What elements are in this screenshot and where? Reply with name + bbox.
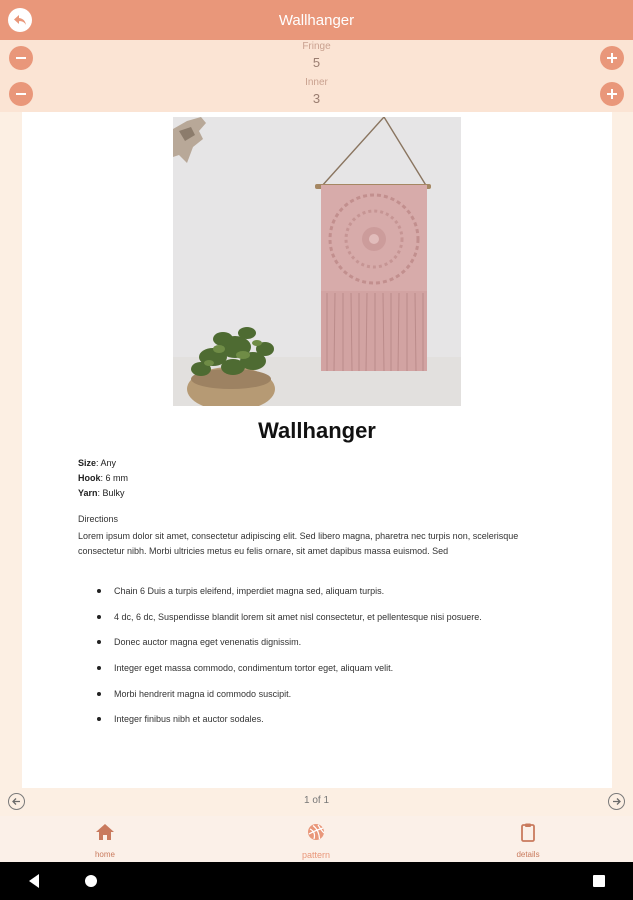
system-back-icon[interactable] [27,873,41,889]
arrow-right-icon [611,796,622,807]
bottom-navigation [0,816,633,862]
spec-key: Yarn [78,488,98,498]
counter-label: Inner [305,77,328,88]
spec-yarn: Yarn: Bulky [78,488,125,498]
directions-heading: Directions [78,514,119,524]
system-home-icon[interactable] [84,873,98,889]
counter-fringe [0,40,633,76]
inner-increment-button[interactable] [600,82,624,106]
next-page-button[interactable] [608,793,625,810]
spec-value: Bulky [100,488,125,498]
counter-inner [0,76,633,112]
plus-icon [606,52,618,64]
back-button[interactable] [8,8,32,32]
list-item: Integer eget massa commodo, condimentum tortor eget, aliquam velit. [114,663,394,673]
spec-size: Size: Any [78,458,117,468]
nav-pattern-label: pattern [301,850,331,860]
spec-value: 6 mm [103,473,129,483]
pattern-title: Wallhanger [258,418,376,443]
counter-label: Fringe [302,41,331,52]
pattern-photo [173,117,461,406]
list-item: 4 dc, 6 dc, Suspendisse blandit lorem sit amet nisl consectetur, et pellentesque nisi posuere. [114,612,482,622]
fringe-increment-button[interactable] [600,46,624,70]
page-indicator: 1 of 1 [303,795,330,806]
back-arrow-icon [12,12,28,28]
spec-key: Hook [78,473,101,483]
nav-details[interactable] [488,822,568,859]
yarn-ball-icon [306,822,326,842]
home-icon [95,822,115,842]
nav-home-label: home [94,850,115,859]
row-counters [0,40,633,112]
nav-pattern[interactable] [276,822,356,860]
list-item: Chain 6 Duis a turpis eleifend, imperdiet magna sed, aliquam turpis. [114,586,385,596]
spec-value: Any [98,458,117,468]
app-bar [0,0,633,40]
list-item: Morbi hendrerit magna id commodo suscipit. [114,689,292,699]
pager [0,788,633,816]
plus-icon [606,88,618,100]
counter-value: 5 [312,55,321,70]
spec-key: Size [78,458,97,468]
list-item: Integer finibus nibh et auctor sodales. [114,714,264,724]
system-navigation-bar [0,862,633,900]
nav-home[interactable] [65,822,145,859]
nav-details-label: details [516,850,540,859]
counter-value: 3 [312,91,321,106]
app-title: Wallhanger [278,11,355,29]
spec-hook: Hook: 6 mm [78,473,129,483]
clipboard-icon [518,822,538,842]
directions-text: Lorem ipsum dolor sit amet, consectetur adipiscing elit. Sed libero magna, pharetra nec turpis non, scelerisque consectetur nibh. Morbi ultricies metus eu felis ornare, sit amet dapibus massa euismod. Sed [78,531,519,556]
list-item: Donec auctor magna eget venenatis dignissim. [114,637,302,647]
system-recents-icon[interactable] [592,873,606,889]
pattern-page[interactable] [22,112,612,788]
